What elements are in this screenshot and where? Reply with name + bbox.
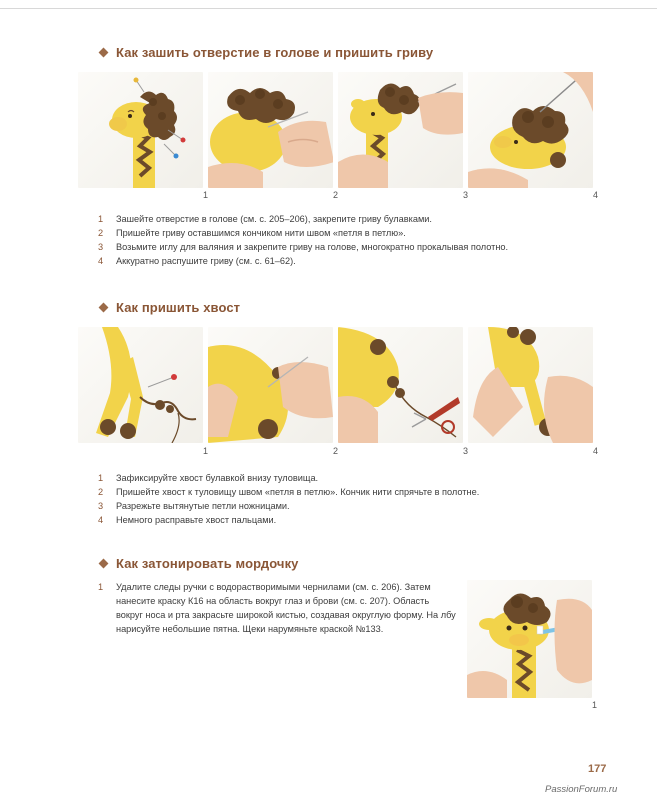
photo-label: 1 bbox=[591, 700, 597, 710]
photo-mane-step-3 bbox=[338, 72, 463, 188]
photo-mane-step-4 bbox=[468, 72, 593, 188]
photo-tail-step-1 bbox=[78, 327, 203, 443]
step-item: 3 Разрежьте вытянутые петли ножницами. bbox=[98, 501, 290, 511]
watermark: PassionForum.ru bbox=[545, 784, 618, 795]
diamond-bullet-icon bbox=[99, 48, 109, 58]
photo-label: 1 bbox=[202, 190, 208, 200]
photo-label: 2 bbox=[332, 190, 338, 200]
section-title-text: Как затонировать мордочку bbox=[116, 556, 299, 571]
step-item: 4 Немного расправьте хвост пальцами. bbox=[98, 515, 277, 525]
diamond-bullet-icon bbox=[99, 303, 109, 313]
step-item: 2 Пришейте хвост к туловищу швом «петля в петлю». Кончик нити спрячьте в полотне. bbox=[98, 487, 480, 497]
section-title-text: Как пришить хвост bbox=[116, 300, 241, 315]
section-title-face bbox=[98, 556, 299, 571]
photo-tail-step-2 bbox=[208, 327, 333, 443]
photo-mane-step-1 bbox=[78, 72, 203, 188]
photo-label: 4 bbox=[592, 190, 598, 200]
steps-list-tail bbox=[98, 471, 479, 527]
section-title-tail bbox=[98, 300, 240, 315]
top-rule bbox=[0, 8, 657, 9]
section-title-mane bbox=[98, 45, 433, 60]
photo-label: 1 bbox=[202, 446, 208, 456]
step-item: 2 Пришейте гриву оставшимся кончиком нити швом «петля в петлю». bbox=[98, 228, 406, 238]
photo-mane-step-2 bbox=[208, 72, 333, 188]
step-item: 1 Зашейте отверстие в голове (см. с. 205–206), закрепите гриву булавками. bbox=[98, 214, 432, 224]
photo-tail-step-4 bbox=[468, 327, 593, 443]
photo-label: 2 bbox=[332, 446, 338, 456]
page-number: 177 bbox=[588, 763, 607, 775]
step-item: 1 Зафиксируйте хвост булавкой внизу туловища. bbox=[98, 473, 319, 483]
photo-label: 4 bbox=[592, 446, 598, 456]
section-title-text: Как зашить отверстие в голове и пришить гриву bbox=[116, 45, 434, 60]
diamond-bullet-icon bbox=[99, 559, 109, 569]
step-item: 3 Возьмите иглу для валяния и закрепите гриву на голове, многократно прокалывая полотно. bbox=[98, 242, 509, 252]
photo-face-step-1 bbox=[467, 580, 592, 698]
photo-label: 3 bbox=[462, 190, 468, 200]
photo-label: 3 bbox=[462, 446, 468, 456]
step-item: 4 Аккуратно распушите гриву (см. с. 61–62). bbox=[98, 256, 296, 266]
steps-list-mane bbox=[98, 212, 508, 268]
step-paragraph-face: 1 Удалите следы ручки с водорастворимыми чернилами (см. с. 206). Затем нанесите краску К16 на область вокруг глаз и брови (см. с. 207). Область вокруг носа и рта закрасьте широкой кистью, создавая округлую форму. На лбу нарисуйте небольшие пятна. Щеки нарумяньте краской №133. bbox=[98, 582, 456, 634]
photo-tail-step-3 bbox=[338, 327, 463, 443]
